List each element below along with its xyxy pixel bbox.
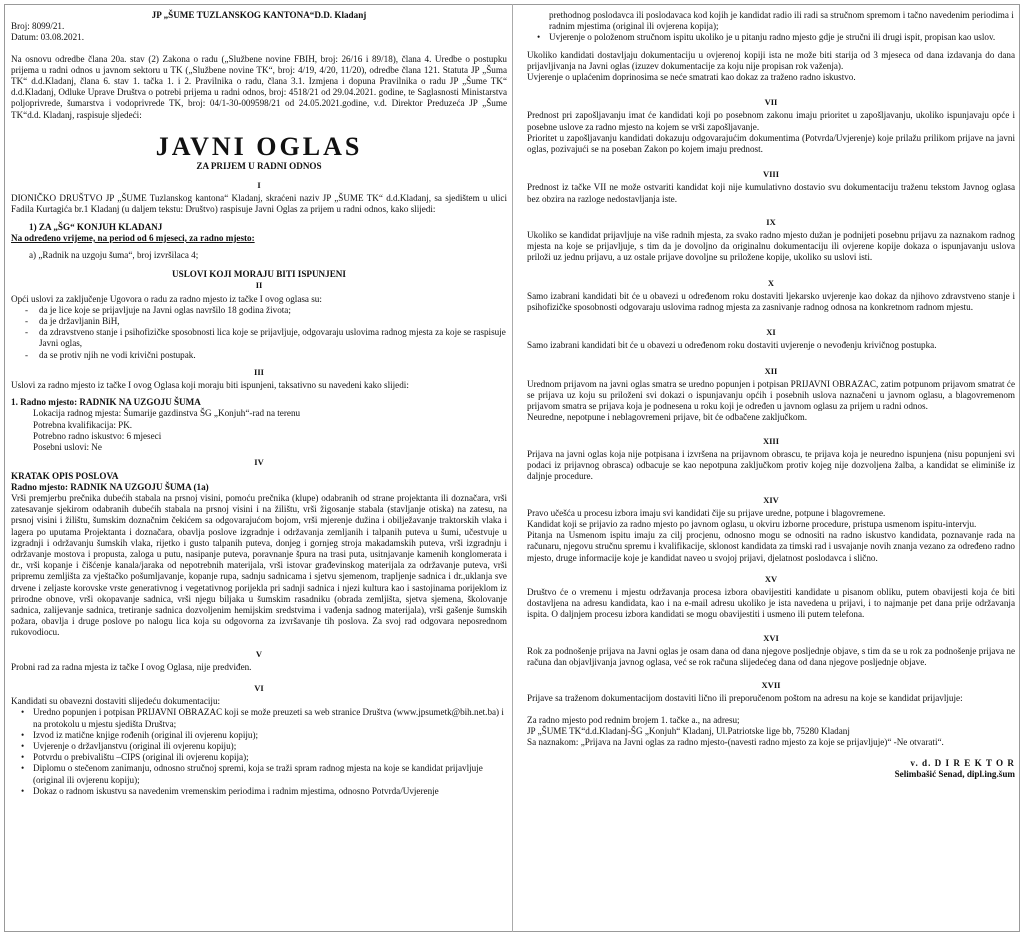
section-7-text-2: Prioritet u zapošljavanju kandidati dokazuju odgovarajućim dokumentima (Potvrda/Uvjerenje) koje prilažu prilikom prijave na javni oglas, pozivajući se na poseban Zakon po kojem imaju prednost. [527, 132, 1015, 155]
list-item: - da se protiv njih ne vodi krivični postupak. [25, 350, 507, 361]
employment-period: Na određeno vrijeme, na period od 6 mjeseci, za radno mjesto: [11, 232, 255, 243]
documents-lead: Kandidati su obavezni dostaviti slijedeću dokumentaciju: [11, 696, 221, 707]
job-description-heading: KRATAK OPIS POSLOVA [11, 470, 119, 481]
list-item: • Uvjerenje o državljanstvu (original ili ovjerenu kopiju); [21, 741, 507, 752]
right-column [527, 10, 1015, 781]
section-16-text: Rok za podnošenje prijava na Javni oglas je osam dana od dana njegove posljednje objave, s tim da se u rok za podnošenje prijava ne računa dan objavljivanja javnog oglasa, već se rok računa slijedećeg dana od dana njegove posljednje objave. [527, 645, 1015, 667]
conditions-lead: Opći uslovi za zaključenje Ugovora o radu za radno mjesto iz tačke I ovog oglasa su: [11, 293, 322, 304]
signature-name: Selimbašić Senad, dipl.ing.šum [894, 769, 1015, 780]
section-number-11: XI [766, 327, 776, 338]
section-number-4: IV [254, 457, 264, 468]
section-number-6: VI [254, 682, 264, 693]
section-number-8: VIII [762, 169, 780, 180]
list-item: • Diplomu o stečenom zanimanju, odnosno stručnoj spremi, koja se traži spram radnog mjesta na koje se kandidat prijavljuje (original ili ovjerenu kopiju); [21, 763, 507, 785]
required-documents-list [11, 707, 507, 797]
section-number-9: IX [766, 216, 776, 227]
organization-header: JP „ŠUME TUZLANSKOG KANTONA“D.D. Kladanj [151, 10, 367, 20]
intro-paragraph: Na osnovu odredbe člana 20a. stav (2) Zakona o radu („Službene novine FBIH, broj: 26/16 i 89/18), člana 4. Uredbe o postupku prijema u radni odnos u javnom sektoru u TK („Službene novine TK“, broj: 4/19, 4/20, 11/20), odredbe člana 121. Statuta JP „Šuma TK“ d.d.Kladanj, člana 6. stav 1. tačka 1. i 2. Pravilnika o radu, člana 3.1. Izmjena i dopuna Pravilnika o radu JP „Šume TK“ d.d.Kladanj, Odluke Uprave Društva o potrebi prijema u radni odnos, broj: 4518/21 od 29.04.2021. godine, te Saglasnosti Ministarstva poljoprivrede, šumarstva i vodoprivrede TK, broj: 04/1-30-009598/21 od 24.05.2021.godine, v.d. Direktor Preduzeća JP „Šume TK“d.d. Kladanj, raspisuje sljedeći: [11, 53, 507, 120]
section-11-text: Samo izabrani kandidati bit će u obavezi u određenom roku dostaviti uvjerenje o nevođenju krivičnog postupka. [527, 340, 937, 351]
position-detail: Posebni uslovi: Ne [33, 442, 102, 453]
list-item: • Uredno popunjen i potpisan PRIJAVNI OBRAZAC koji se može preuzeti sa web stranice Društva (www.jpsumetk@bih.net.ba) i na protokolu u mjestu sjedišta Društva; [21, 707, 507, 729]
section-14-text-2: Kandidat koji se prijavio za radno mjesto po javnom oglasu, u okviru izborne procedure, pristupa usmenom ispitu-intervju. [527, 518, 977, 529]
list-item: - da zdravstveno stanje i psihofizičke sposobnosti lica koje se prijavljuje, odgovaraju uslovima radnog mjesta za koje se raspisuje Javni oglas, [25, 327, 507, 349]
section-number-17: XVII [761, 680, 781, 691]
address-line-1: Za radno mjesto pod rednim brojem 1. tačke a., na adresu; [527, 714, 740, 725]
section-number-2: II [255, 280, 263, 291]
position-detail: Potrebna kvalifikacija: PK. [33, 419, 133, 430]
section-8-text: Prednost iz tačke VII ne može ostvariti kandidat koji nije kumulativno dostavio svu dokumentaciju traženu tekstom Javnog oglasa bez obzira na razloge nedostavljanja iste. [527, 182, 1015, 204]
position-item: a) „Radnik na uzgoju šuma“, broj izvršilaca 4; [29, 250, 199, 261]
signature-title: v. d. D I R E K T O R [910, 758, 1015, 769]
section-number-14: XIV [763, 494, 779, 505]
section-14-text-1: Pravo učešća u procesu izbora imaju svi kandidati čije su prijave uredne, potpune i blagovremene. [527, 507, 886, 518]
section-13-text: Prijava na javni oglas koja nije potpisana i izvršena na prijavnom obrascu, te prijava koja je neuredno ispunjena (nisu popunjeni svi podaci iz prijavnog obrasca) odbacuje se kao nepotpuna zaključkom protiv kojeg nije dozvoljena žalba, a kandidat se eliminiše iz daljnje procedure. [527, 448, 1015, 482]
job-description-subheading: Radno mjesto: RADNIK NA UZGOJU ŠUMA (1a) [11, 481, 209, 492]
position-detail: Potrebno radno iskustvo: 6 mjeseci [33, 430, 162, 441]
section-3-text: Uslovi za radno mjesto iz tačke I ovog Oglasa koji moraju biti ispunjeni, taksativno su navedeni kako slijedi: [11, 380, 409, 391]
section-number-3: III [254, 366, 264, 377]
section-14-text-3: Pitanja na Usmenom ispitu imaju za cilj procjenu, odnosno mogu se odnositi na radno iskustvo kandidata, poznavanje rada na računaru, njegovu stručnu spremu i kvalifikacije, sklonost kandidata za timski rad i usvajanje novih znanja vezano za određeno radno mjesto, druge informacije koje je kandidat naveo u svojoj prijavi, djelatnost poslodavca i slično. [527, 530, 1015, 563]
announcement-title: JAVNI OGLAS [155, 131, 363, 161]
section-number-13: XIII [762, 435, 780, 446]
section-number-1: I [257, 180, 261, 191]
document-number: Broj: 8099/21. [11, 21, 65, 32]
section-number-5: V [255, 648, 263, 659]
section-15-text: Društvo će o vremenu i mjestu održavanja procesa izbora obavijestiti kandidate u pisanom obliku, putem obavijesti koja će biti dostavljena na adresu kandidata, kao i na e-mail adresu ukoliko je ista navedena u prijavi, i to najmanje pet dana prije održavanja ispita. O daljnjem procesu izbora kandidati se mogu obavijestiti i usmeno ili putem telefona. [527, 586, 1015, 620]
documents-note: Ukoliko kandidati dostavljaju dokumentaciju u ovjerenoj kopiji ista ne može biti starija od 3 mjeseca od dana izdavanja do dana prijavljivanja na Javni oglas (izuzev dokumentacije za koju nije propisan rok važenja). [527, 49, 1015, 71]
position-detail: Lokacija radnog mjesta: Šumarije gazdinstva ŠG „Konjuh“-rad na terenu [33, 408, 301, 419]
job-description-text: Vrši premjerbu prečnika dubećih stabala na prsnoj visini, pomoću prečnika (klupe) odabranih od strane projektanta ili doznačara, vrši zatesavanje sjekirom odabranih dubećih stabala na prsnoj visini i na žilištu, vrši žigosanje stabala (stavljanje otiska) na zatesu, na prsnoj visini i žilištu, šumskim doznačnim čekićem sa odgovarajućom bojom, vrši mjerenje dužina i obilježavanje traktorskih vlaka i lagera po uputama Projektanta i doznačara, obavlja poslove izgradnje i održavanja zemljanih i talpanih puteva u šumi, učestvuje u izgradnji i održavanju šumskih vlaka, rijetko i gusto talpanih puteva, donjeg i gornjeg stroja makadamskih puteva, vrši izgradnju i održavanje mostova i propusta, zaloga u putu, nasipanje puteva, poravnanje špura na trasi puta, usitnjavanje kamenih konglomerata i dr., vrši kopanje i čišćenje kanala/jaraka od nepotrebnih materijala, vrši istovar građevinskog materijala za održavanje puteva, vrši pripremu zemljišta za vještačko pošumljavanje, kopanje rupa, sadnju sadnicama i sjetvu sjemenom, trapljenje sadnica i dr.,uklanja sve drvene i zeljaste korovske vrste generativnog i vegetativnog porijekla pri sadnji sadnica i njezi kultura kao i sastojinama porijeklom iz prirodne obnove, vrši okopavanje sadnica, vrši njegu biljaka u šumskim rasadniku (obrada zemljišta, sjetva sjemena, školovanje sadnica, zalijevanje sadnica, tretiranje sadnica dozvoljenim hemijskim sredstvima i vađenja sadnog materijala), vrši gašenje šumskih požara, obavlja i druge poslove po nalogu lica koja su odgovorna za izvršavanje tih poslova. Za svoj rad odgovara neposrednom rukovodiocu. [11, 492, 507, 638]
address-line-3: Sa naznakom: „Prijava na Javni oglas za radno mjesto-(navesti radno mjesto za koje se prijavljuje)“ -Ne otvarati“. [527, 736, 944, 747]
section-number-10: X [767, 277, 775, 288]
section-7-text-1: Prednost pri zapošljavanju imat će kandidati koji po posebnom zakonu imaju prioritet u zapošljavanju, ukoliko ispunjavaju opće i posebne uslove za radno mjesto na kojem se vrši zapošljavanje. [527, 110, 1015, 132]
announcement-subtitle: ZA PRIJEM U RADNI ODNOS [196, 160, 322, 171]
column-divider [512, 4, 513, 932]
section-number-7: VII [764, 97, 778, 108]
list-item: • Potvrdu o prebivalištu –CIPS (original ili ovjerenu kopija); [21, 752, 507, 763]
list-item: • Uvjerenje o položenom stručnom ispitu ukoliko je u pitanju radno mjesto gdje je stručni ili drugi ispit, propisan kao uslov. [537, 32, 1015, 43]
section-17-text: Prijave sa traženom dokumentacijom dostaviti lično ili preporučenom poštom na adresu na koje se kandidat prijavljuje: [527, 693, 963, 704]
position-title: 1. Radno mjesto: RADNIK NA UZGOJU ŠUMA [11, 397, 201, 408]
left-column [11, 10, 507, 801]
required-documents-list-continued [527, 32, 1015, 43]
documents-continuation: prethodnog poslodavca ili poslodavaca kod kojih je kandidat radio ili radi sa stručnom spremom i tačno navedenim periodima i radnim mjestima (original ili ovjerena kopija); [549, 10, 1014, 32]
list-item: - da je lice koje se prijavljuje na Javni oglas navršilo 18 godina života; [25, 305, 507, 316]
section-1-text: DIONIČKO DRUŠTVO JP „ŠUME Tuzlanskog kantona“ Kladanj, skraćeni naziv JP „ŠUME TK“ d.d.Kladanj, sa sjedištem u ulici Fadila Kurtagića br.1 Kladanj (u daljem tekstu: Društvo) raspisuje Javni Oglas za prijem u radni odnos, kako slijedi: [11, 193, 507, 215]
list-item: - da je državljanin BiH, [25, 316, 507, 327]
section-number-12: XII [764, 365, 778, 376]
section-12-text-2: Neuredne, nepotpune i neblagovremeni prijave, bit će odbačene zaključkom. [527, 412, 807, 423]
section-number-15: XV [764, 573, 778, 584]
address-line-2: JP „ŠUME TK“d.d.Kladanj-ŠG „Konjuh“ Kladanj, Ul.Patriotske lige bb, 75280 Kladanj [527, 725, 850, 736]
section-9-text: Ukoliko se kandidat prijavljuje na više radnih mjesta, za svako radno mjesto dužan je podnijeti posebnu prijavu za naznakom radnog mjesta na koje se prijavljuje, s tim da je dovoljno da originalnu dokumentaciju ili ovjerene kopije dokaza o ispunjavanju uslova priloži uz jednu prijavu, a uz ostale prijave dovoljne su priložene kopije, ukoliko su uslovi isti. [527, 230, 1015, 263]
section-number-16: XVI [763, 632, 779, 643]
section-10-text: Samo izabrani kandidati bit će u obavezi u određenom roku dostaviti ljekarsko uvjerenje kao dokaz da njihovo zdravstveno stanje i psihofizičke sposobnosti odgovaraju uslovima radnog mjesta za zasnivanje radnog odnosa na konkretnom radnom mjestu. [527, 290, 1015, 313]
unit-heading: 1) ZA „ŠG“ KONJUH KLADANJ [29, 221, 163, 232]
general-conditions-list [11, 305, 507, 361]
list-item: • Dokaz o radnom iskustvu sa navedenim vremenskim periodima i radnim mjestima, odnosno Potvrda/Uvjerenje [21, 786, 507, 797]
list-item: • Izvod iz matične knjige rođenih (original ili ovjerenu kopiju); [21, 730, 507, 741]
section-12-text-1: Urednom prijavom na javni oglas smatra se uredno popunjen i potpisan PRIJAVNI OBRAZAC, zatim potpunom prijavom smatrat će se prijava uz koju su priloženi svi dokazi o ispunjavanju općih i posebnih uslova naznačeni u javnom oglasu, a blagovremenom prijavom smatra se prijava koja je podnesena u roku koji je određen u javnom oglasu za prijem u radni odnos. [527, 378, 1015, 412]
section-5-text: Probni rad za radna mjesta iz tačke I ovog Oglasa, nije predviđen. [11, 661, 252, 672]
conditions-heading: USLOVI KOJI MORAJU BITI ISPUNJENI [172, 269, 346, 280]
contributions-note: Uvjerenje o uplaćenim doprinosima se neće smatrati kao dokaz za traženo radno iskustvo. [527, 72, 856, 83]
document-date: Datum: 03.08.2021. [11, 32, 84, 43]
